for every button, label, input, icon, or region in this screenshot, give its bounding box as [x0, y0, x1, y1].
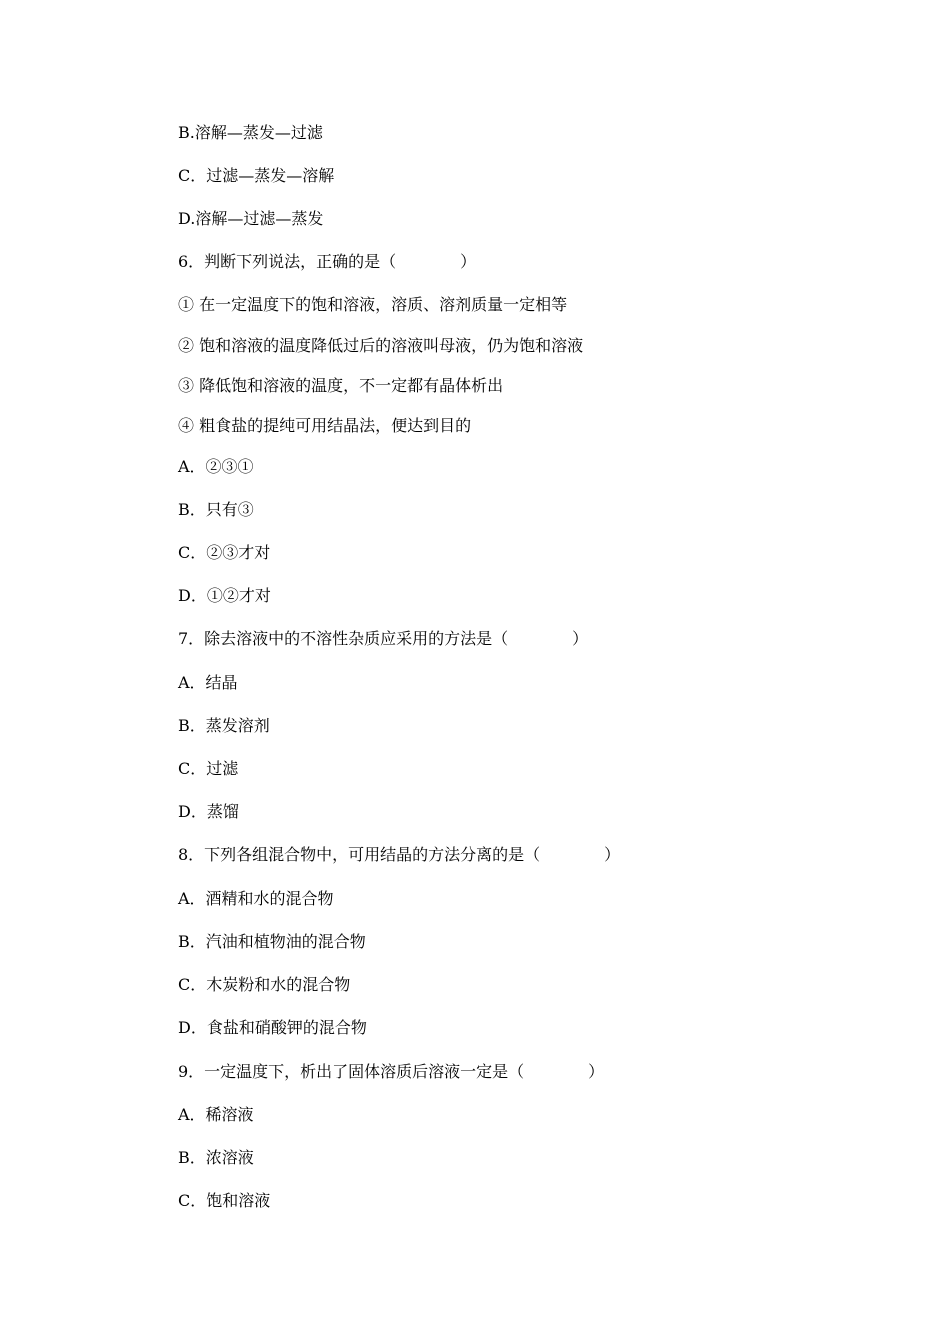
q8-option-d: D．食盐和硝酸钾的混合物 [178, 1018, 367, 1037]
q6-statement-2: ② 饱和溶液的温度降低过后的溶液叫母液，仍为饱和溶液 [178, 336, 584, 355]
q6-statement-1: ① 在一定温度下的饱和溶液，溶质、溶剂质量一定相等 [178, 295, 568, 314]
q9-stem: 9．一定温度下，析出了固体溶质后溶液一定是（ ） [178, 1062, 605, 1081]
q7-option-a: A．结晶 [178, 673, 238, 692]
q8-stem: 8．下列各组混合物中，可用结晶的方法分离的是（ ） [178, 845, 621, 864]
q6-option-a: A．②③① [178, 457, 254, 476]
q6-option-d: D．①②才对 [178, 586, 271, 605]
q6-option-b: B．只有③ [178, 500, 254, 519]
q5-option-d: D.溶解—过滤—蒸发 [178, 209, 324, 228]
q8-option-a: A．酒精和水的混合物 [178, 889, 334, 908]
q9-option-b: B．浓溶液 [178, 1148, 254, 1167]
q8-option-b: B．汽油和植物油的混合物 [178, 932, 366, 951]
q6-statement-4: ④ 粗食盐的提纯可用结晶法，便达到目的 [178, 416, 472, 435]
q9-option-a: A．稀溶液 [178, 1105, 254, 1124]
q6-option-c: C．②③才对 [178, 543, 271, 562]
q8-option-c: C．木炭粉和水的混合物 [178, 975, 351, 994]
q5-option-b: B.溶解—蒸发—过滤 [178, 123, 323, 142]
q5-option-c: C．过滤—蒸发—溶解 [178, 166, 335, 185]
q7-stem: 7．除去溶液中的不溶性杂质应采用的方法是（ ） [178, 629, 589, 648]
q6-stem: 6．判断下列说法，正确的是（ ） [178, 252, 477, 271]
q7-option-d: D．蒸馏 [178, 802, 239, 821]
q9-option-c: C．饱和溶液 [178, 1191, 271, 1210]
q6-statement-3: ③ 降低饱和溶液的温度，不一定都有晶体析出 [178, 376, 504, 395]
q7-option-c: C．过滤 [178, 759, 239, 778]
q7-option-b: B．蒸发溶剂 [178, 716, 270, 735]
